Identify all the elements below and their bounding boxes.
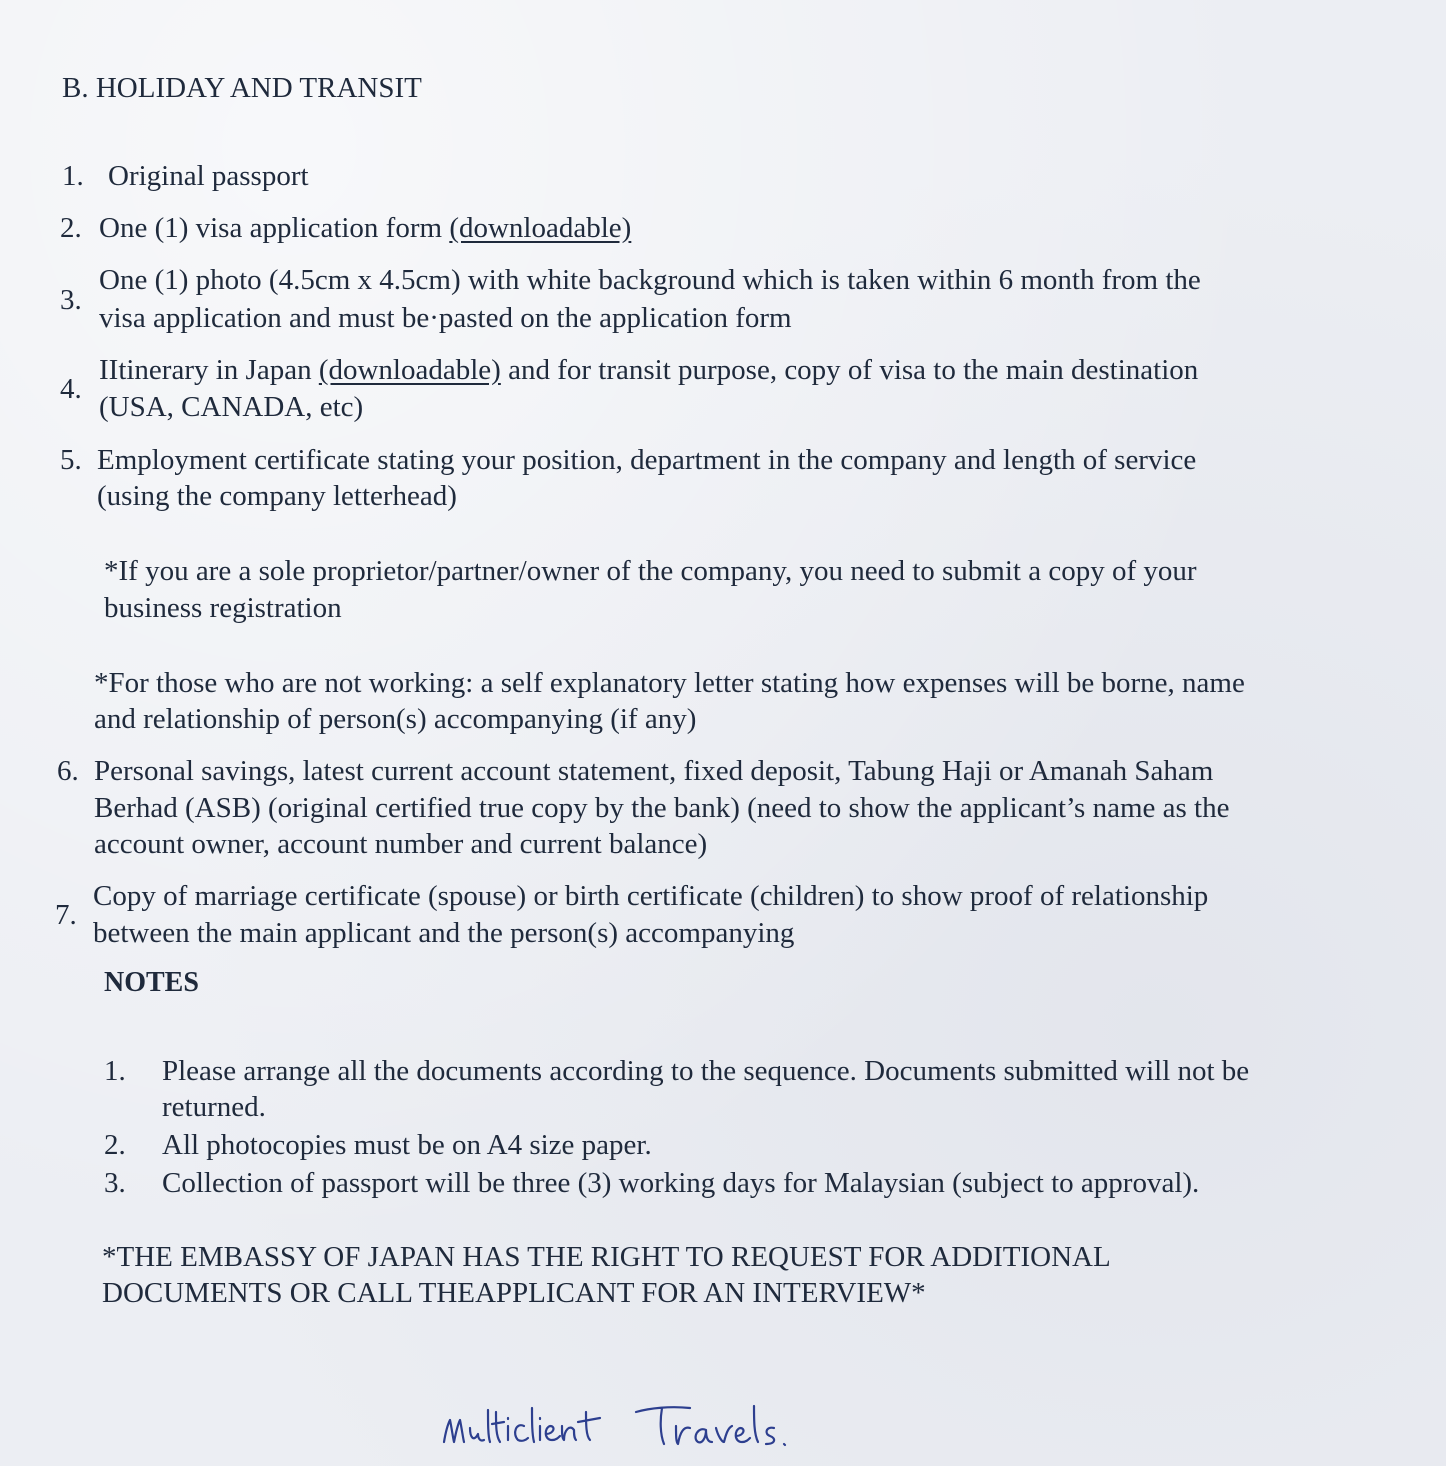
req-2-text-before: One (1) visa application form (99, 212, 450, 244)
req-4-line-2: (USA, CANADA, etc) (99, 391, 364, 423)
note-2-line-1: All photocopies must be on A4 size paper. (162, 1129, 652, 1161)
req-6-line-2: Berhad (ASB) (original certified true copy by the bank) (need to show the applicant’s name as the (94, 792, 1230, 824)
req-1-text: Original passport (108, 160, 309, 192)
note-3-line-1: Collection of passport will be three (3) working days for Malaysian (subject to approval). (162, 1167, 1200, 1199)
sole-proprietor-note-line-2: business registration (104, 592, 342, 624)
sole-proprietor-note-line-1: *If you are a sole proprietor/partner/owner of the company, you need to submit a copy of your (104, 555, 1197, 587)
embassy-notice-line-1: *THE EMBASSY OF JAPAN HAS THE RIGHT TO REQUEST FOR ADDITIONAL (102, 1241, 1111, 1273)
req-2-number: 2. (60, 212, 82, 244)
req-3-number: 3. (60, 284, 82, 316)
req-2-download-link[interactable]: (downloadable) (449, 212, 632, 244)
note-1-number: 1. (104, 1055, 126, 1087)
req-7-number: 7. (55, 899, 77, 931)
note-1-line-1: Please arrange all the documents according to the sequence. Documents submitted will not be (162, 1055, 1250, 1087)
not-working-note-line-1: *For those who are not working: a self explanatory letter stating how expenses will be borne, name (94, 667, 1245, 699)
req-5-number: 5. (60, 444, 82, 476)
section-title: B. HOLIDAY AND TRANSIT (62, 72, 422, 104)
handwriting-drawing (440, 1390, 800, 1460)
req-3-line-2: visa application and must be·pasted on the application form (99, 302, 792, 334)
note-1-line-2: returned. (162, 1091, 266, 1123)
handwritten-note (440, 1390, 800, 1460)
req-2-text (99, 210, 631, 247)
req-7-line-2: between the main applicant and the person(s) accompanying (93, 917, 795, 949)
req-4-line-1 (99, 352, 1198, 389)
note-3-number: 3. (104, 1167, 126, 1199)
req-5-line-2: (using the company letterhead) (97, 480, 457, 512)
notes-title: NOTES (104, 967, 199, 998)
req-6-line-3: account owner, account number and current balance) (94, 828, 708, 860)
embassy-notice-line-2: DOCUMENTS OR CALL THEAPPLICANT FOR AN INTERVIEW* (102, 1277, 926, 1309)
req-7-line-1: Copy of marriage certificate (spouse) or birth certificate (children) to show proof of relationship (93, 880, 1209, 912)
req-4-text-before: IItinerary in Japan (99, 354, 319, 386)
not-working-note-line-2: and relationship of person(s) accompanying (if any) (94, 703, 697, 735)
req-4-number: 4. (60, 373, 82, 405)
req-4-text-after: and for transit purpose, copy of visa to the main destination (500, 354, 1199, 386)
req-6-line-1: Personal savings, latest current account statement, fixed deposit, Tabung Haji or Amanah Saham (94, 755, 1214, 787)
req-3-line-1: One (1) photo (4.5cm x 4.5cm) with white background which is taken within 6 month from the (99, 264, 1201, 296)
req-1-number: 1. (62, 160, 84, 192)
req-5-line-1: Employment certificate stating your position, department in the company and length of service (97, 444, 1197, 476)
req-4-download-link[interactable]: (downloadable) (318, 354, 501, 386)
note-2-number: 2. (104, 1129, 126, 1161)
req-6-number: 6. (57, 755, 79, 787)
